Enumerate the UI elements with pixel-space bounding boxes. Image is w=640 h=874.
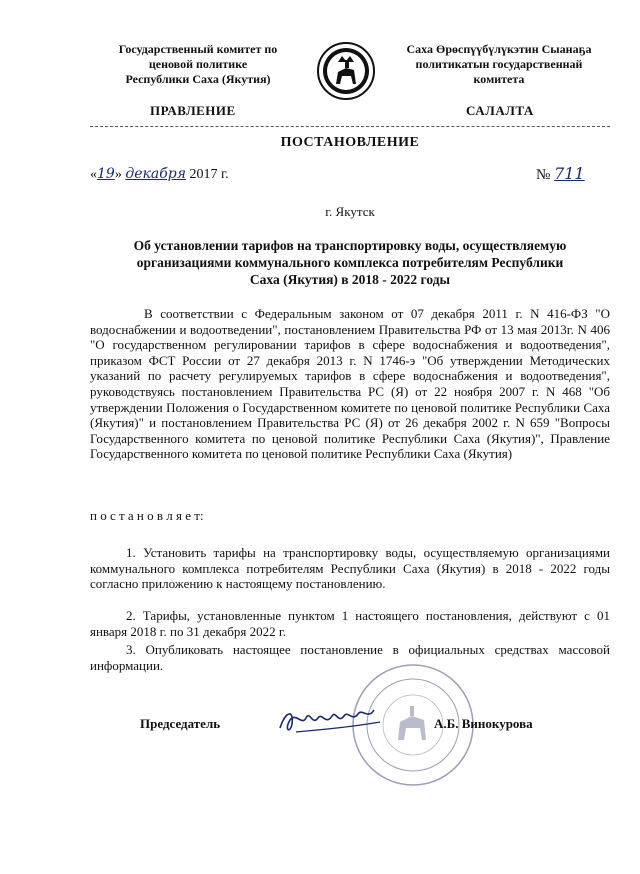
- date-open-quote: «: [90, 167, 97, 182]
- coat-of-arms-emblem: [316, 40, 376, 102]
- org-name-line: Республики Саха (Якутия): [125, 72, 271, 86]
- date-month: декабря: [125, 166, 186, 182]
- city: г. Якутск: [325, 204, 375, 219]
- date-year: 2017 г.: [189, 167, 229, 182]
- decree-item-1: 1. Установить тарифы на транспортировку воды, осуществляемую организациями коммунального комплекса потребителям Республики Саха (Якутия) в 2018 - 2022 годы согласно приложению к настоящему постановлению.: [90, 545, 610, 592]
- title-line: Об установлении тарифов на транспортировку воды, осуществляемую: [133, 238, 567, 253]
- decree-word: п о с т а н о в л я е т:: [90, 508, 204, 523]
- number-value: 711: [554, 164, 585, 183]
- number-prefix: №: [536, 167, 551, 183]
- document-number: [536, 164, 585, 184]
- title-line: Саха (Якутия) в 2018 - 2022 годы: [249, 272, 451, 287]
- header-divider: [90, 126, 610, 127]
- org-name-line: политикатын государственнай: [415, 57, 583, 71]
- date-day: 19: [97, 166, 115, 182]
- org-name-line: ценовой политике: [148, 57, 248, 71]
- title-line: организациями коммунального комплекса потребителям Республики: [136, 255, 564, 270]
- document-date: [90, 166, 229, 183]
- org-name-line: Саха Өрөспүүбүлүкэтин Сыанаҕа: [406, 42, 592, 56]
- caption-left: ПРАВЛЕНИЕ: [150, 103, 236, 118]
- preamble-paragraph: В соответствии с Федеральным законом от 07 декабря 2011 г. N 416-ФЗ "О водоснабжении и водоотведении", постановлением Правительства РФ от 13 мая 2013г. N 406 "О государственном регулировании тарифов в сфере водоснабжения и водоотведения", приказом ФСТ России от 27 декабря 2013 г. N 1746-э "Об утверждении Методических указаний по расчету регулируемых тарифов в сфере водоснабжения и водоотведения", руководствуясь постановлением Правительства РС (Я) от 22 ноября 2007 г. N 468 "Об утверждении Положения о Государственном комитете по ценовой политике Республики Саха (Якутия)" и постановлением Правительства РС (Я) от 26 декабря 2002 г. N 659 "Вопросы Государственного комитета по ценовой политике Республики Саха (Якутия)", Правление Государственного комитета по ценовой политике Республики Саха (Якутия): [90, 306, 610, 462]
- date-close-quote: »: [114, 167, 122, 182]
- document-type: ПОСТАНОВЛЕНИЕ: [280, 135, 420, 150]
- decree-item-2: 2. Тарифы, установленные пунктом 1 настоящего постановления, действуют с 01 января 2018 г. по 31 декабря 2022 г.: [90, 608, 610, 639]
- signatory-role: Председатель: [140, 716, 221, 731]
- org-name-line: Государственный комитет по: [118, 42, 278, 56]
- decree-item-3: 3. Опубликовать настоящее постановление в официальных средствах массовой информации.: [90, 642, 610, 673]
- org-name-russian: [88, 42, 308, 87]
- org-name-line: комитета: [473, 72, 525, 86]
- document-title: [110, 237, 590, 288]
- org-name-yakut: [388, 42, 610, 87]
- caption-right: САЛАЛТА: [466, 103, 534, 118]
- signatory-name: А.Б. Винокурова: [434, 716, 533, 731]
- handwritten-signature: [276, 700, 386, 740]
